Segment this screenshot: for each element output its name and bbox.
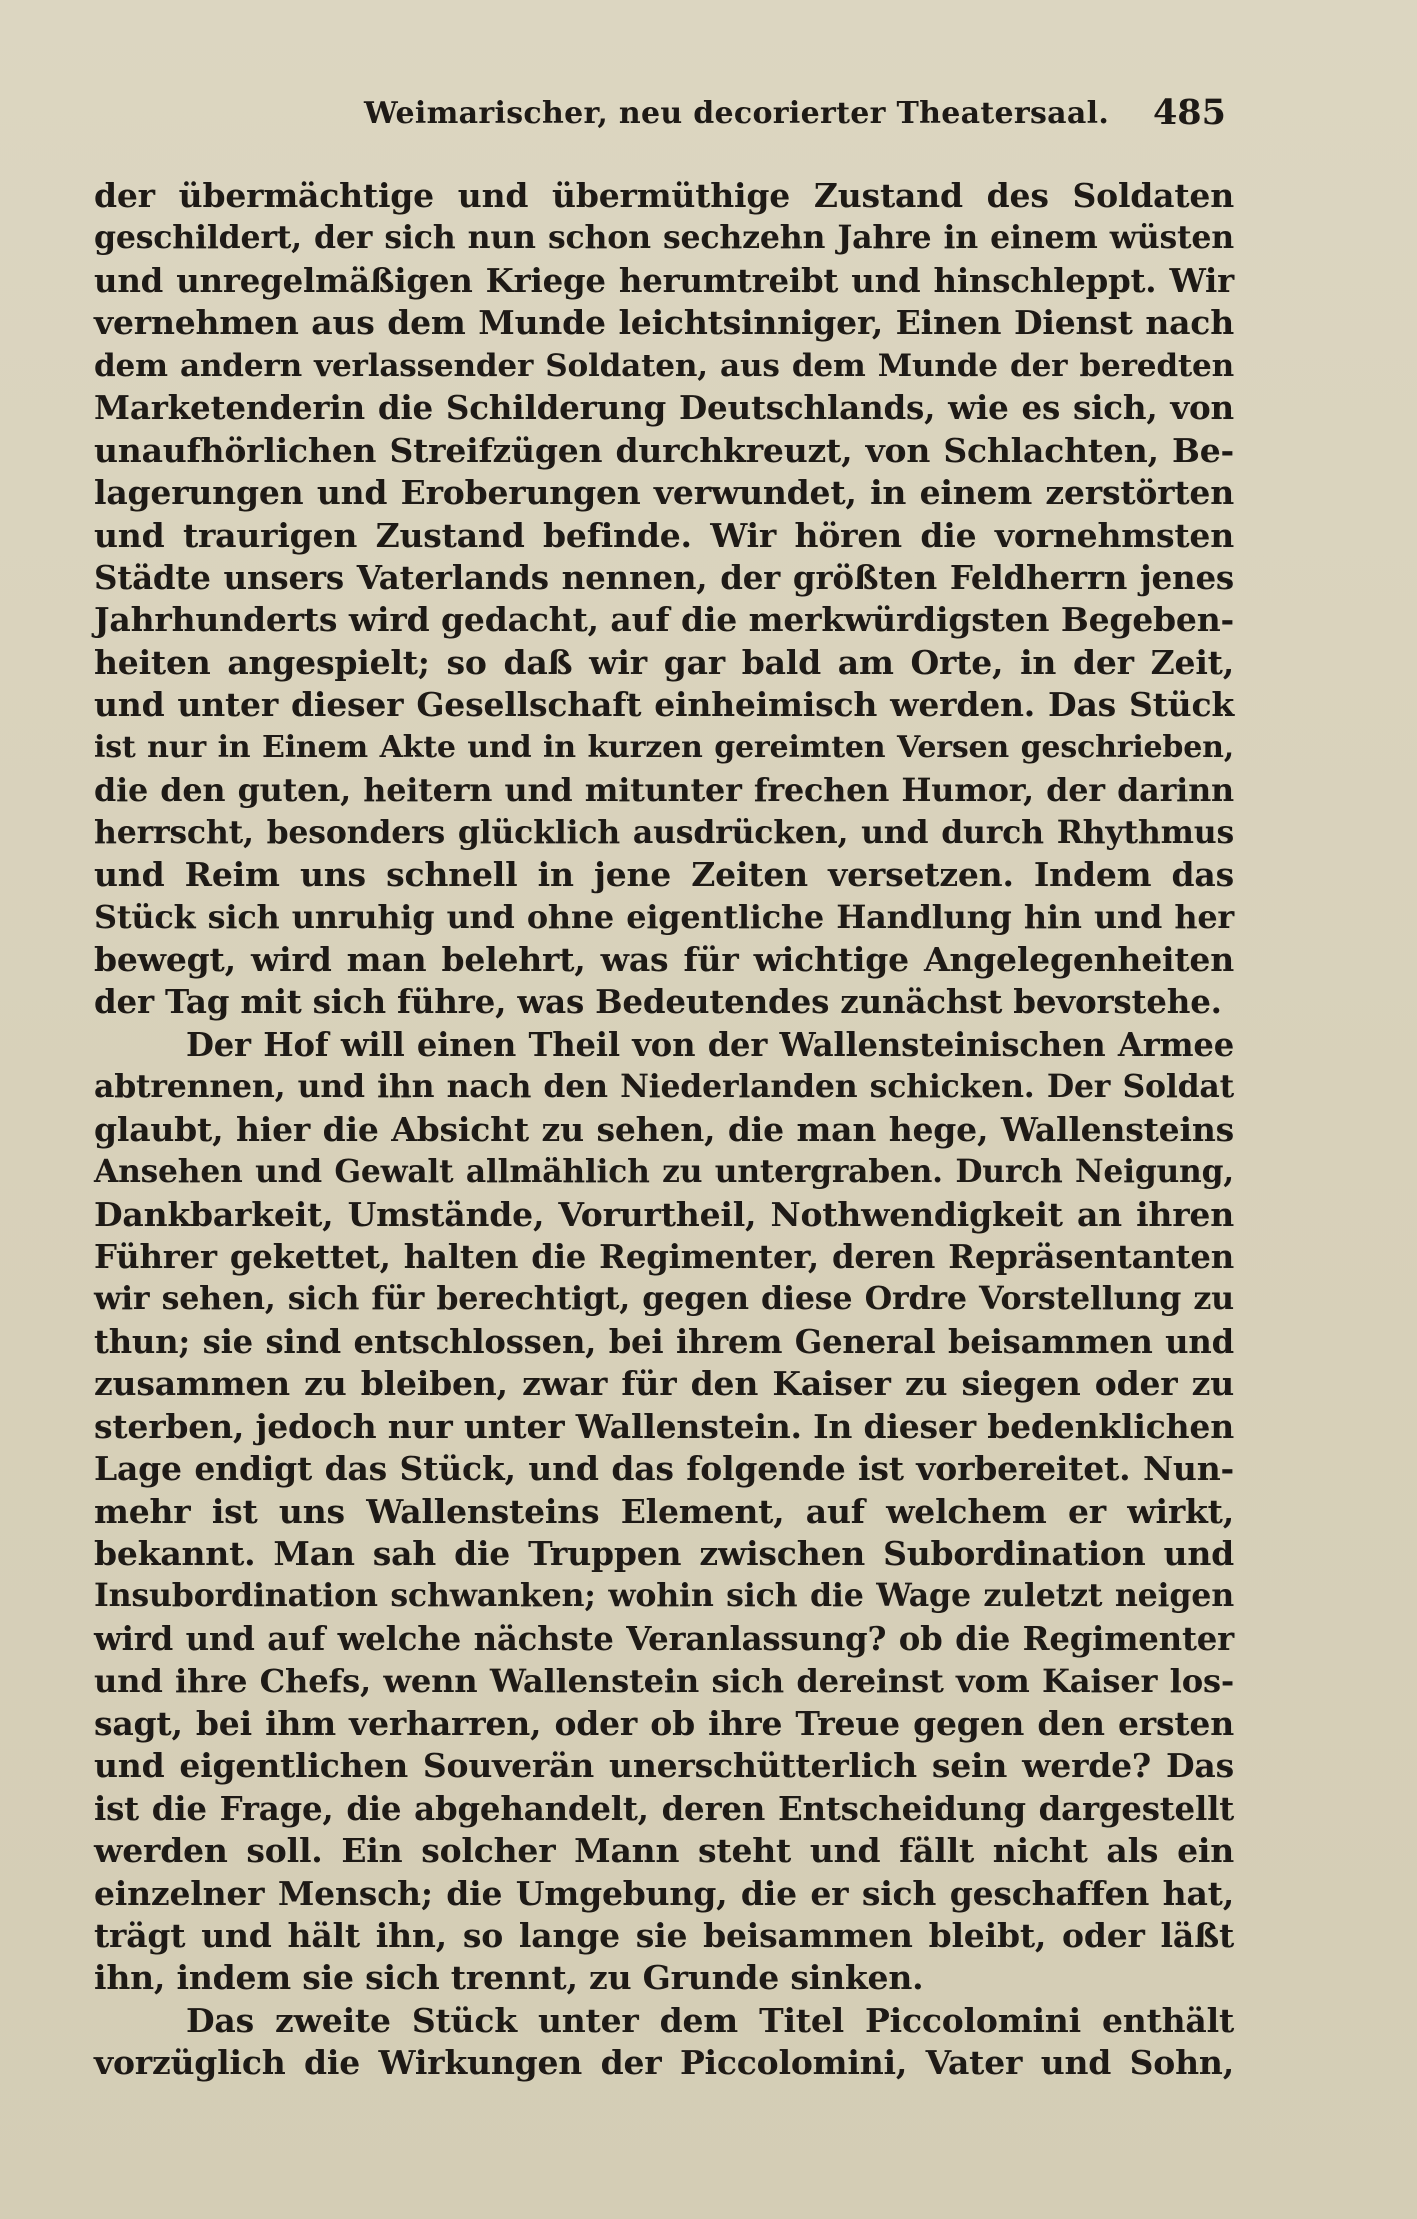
text-line: und unregelmäßigen Kriege herumtreibt und hinschleppt. Wir bbox=[94, 261, 1234, 300]
text-line: mehr ist uns Wallensteins Element, auf welchem er wirkt, bbox=[94, 1491, 1234, 1531]
text-line: ihn, indem sie sich trennt, zu Grunde sinken. bbox=[94, 1958, 924, 1998]
text-line: vernehmen aus dem Munde leichtsinniger, Einen Dienst nach bbox=[94, 303, 1234, 343]
text-line: und ihre Chefs, wenn Wallenstein sich dereinst vom Kaiser los- bbox=[94, 1662, 1234, 1701]
text-line: werden soll. Ein solcher Mann steht und fällt nicht als ein bbox=[94, 1831, 1234, 1871]
text-line: lagerungen und Eroberungen verwundet, in einem zerstörten bbox=[94, 473, 1234, 513]
text-line: bewegt, wird man belehrt, was für wichtige Angelegenheiten bbox=[94, 939, 1234, 979]
text-line: Jahrhunderts wird gedacht, auf die merkwürdigsten Begeben- bbox=[94, 600, 1234, 640]
text-line: die den guten, heitern und mitunter frechen Humor, der darinn bbox=[94, 771, 1234, 810]
text-line: unaufhörlichen Streifzügen durchkreuzt, von Schlachten, Be- bbox=[94, 430, 1234, 470]
text-line: und eigentlichen Souverän unerschütterlich sein werde? Das bbox=[94, 1746, 1234, 1786]
text-line: herrscht, besonders glücklich ausdrücken, und durch Rhythmus bbox=[94, 813, 1234, 851]
text-line: thun; sie sind entschlossen, bei ihrem General beisammen und bbox=[94, 1322, 1234, 1361]
text-line: wir sehen, sich für berechtigt, gegen diese Ordre Vorstellung zu bbox=[94, 1280, 1234, 1318]
text-line: Städte unsers Vaterlands nennen, der größten Feldherrn jenes bbox=[94, 557, 1234, 597]
text-line: Ansehen und Gewalt allmählich zu untergraben. Durch Neigung, bbox=[94, 1154, 1234, 1191]
text-line: trägt und hält ihn, so lange sie beisammen bleibt, oder läßt bbox=[94, 1915, 1234, 1955]
text-line: Das zweite Stück unter dem Titel Piccolomini enthält bbox=[186, 2000, 1234, 2040]
text-line: Insubordination schwanken; wohin sich die Wage zuletzt neigen bbox=[94, 1577, 1234, 1615]
text-line: bekannt. Man sah die Truppen zwischen Subordination und bbox=[94, 1534, 1234, 1573]
text-line: und traurigen Zustand befinde. Wir hören die vornehmsten bbox=[94, 515, 1234, 555]
text-line: ist die Frage, die abgehandelt, deren Entscheidung dargestellt bbox=[94, 1789, 1234, 1828]
text-line: heiten angespielt; so daß wir gar bald am Orte, in der Zeit, bbox=[94, 642, 1234, 682]
text-line: der Tag mit sich führe, was Bedeutendes zunächst bevorstehe. bbox=[94, 982, 1222, 1022]
text-line: Lage endigt das Stück, und das folgende ist vorbereitet. Nun- bbox=[94, 1449, 1234, 1489]
text-line: geschildert, der sich nun schon sechzehn Jahre in einem wüsten bbox=[94, 219, 1234, 257]
text-line: der übermächtige und übermüthige Zustand des Soldaten bbox=[94, 176, 1234, 215]
text-line: und unter dieser Gesellschaft einheimisch werden. Das Stück bbox=[94, 685, 1234, 725]
text-line: wird und auf welche nächste Veranlassung? ob die Regimenter bbox=[94, 1619, 1234, 1658]
text-line: vorzüglich die Wirkungen der Piccolomini, Vater und Sohn, bbox=[94, 2043, 1234, 2083]
text-line: glaubt, hier die Absicht zu sehen, die man hege, Wallensteins bbox=[94, 1109, 1234, 1149]
text-line: Der Hof will einen Theil von der Wallensteinischen Armee bbox=[186, 1025, 1234, 1064]
text-line: ist nur in Einem Akte und in kurzen gereimten Versen geschrieben, bbox=[94, 729, 1234, 765]
running-title: Weimarischer, neu decorierter Theatersaal. bbox=[364, 96, 1110, 131]
text-line: einzelner Mensch; die Umgebung, die er sich geschaffen hat, bbox=[94, 1873, 1234, 1913]
page-header bbox=[96, 92, 1236, 142]
text-line: dem andern verlassender Soldaten, aus dem Munde der beredten bbox=[94, 347, 1234, 384]
body-text bbox=[94, 175, 1234, 2085]
text-line: Stück sich unruhig und ohne eigentliche Handlung hin und her bbox=[94, 898, 1234, 937]
text-line: Führer gekettet, halten die Regimenter, deren Repräsentanten bbox=[94, 1237, 1234, 1276]
text-line: sterben, jedoch nur unter Wallenstein. In dieser bedenklichen bbox=[94, 1406, 1234, 1446]
text-line: und Reim uns schnell in jene Zeiten versetzen. Indem das bbox=[94, 855, 1234, 894]
text-line: sagt, bei ihm verharren, oder ob ihre Treue gegen den ersten bbox=[94, 1703, 1234, 1743]
text-line: Marketenderin die Schilderung Deutschlands, wie es sich, von bbox=[94, 388, 1234, 428]
page-number: 485 bbox=[1152, 92, 1226, 133]
text-line: abtrennen, und ihn nach den Niederlanden schicken. Der Soldat bbox=[94, 1068, 1234, 1106]
text-line: zusammen zu bleiben, zwar für den Kaiser zu siegen oder zu bbox=[94, 1364, 1234, 1404]
text-line: Dankbarkeit, Umstände, Vorurtheil, Nothwendigkeit an ihren bbox=[94, 1194, 1234, 1234]
